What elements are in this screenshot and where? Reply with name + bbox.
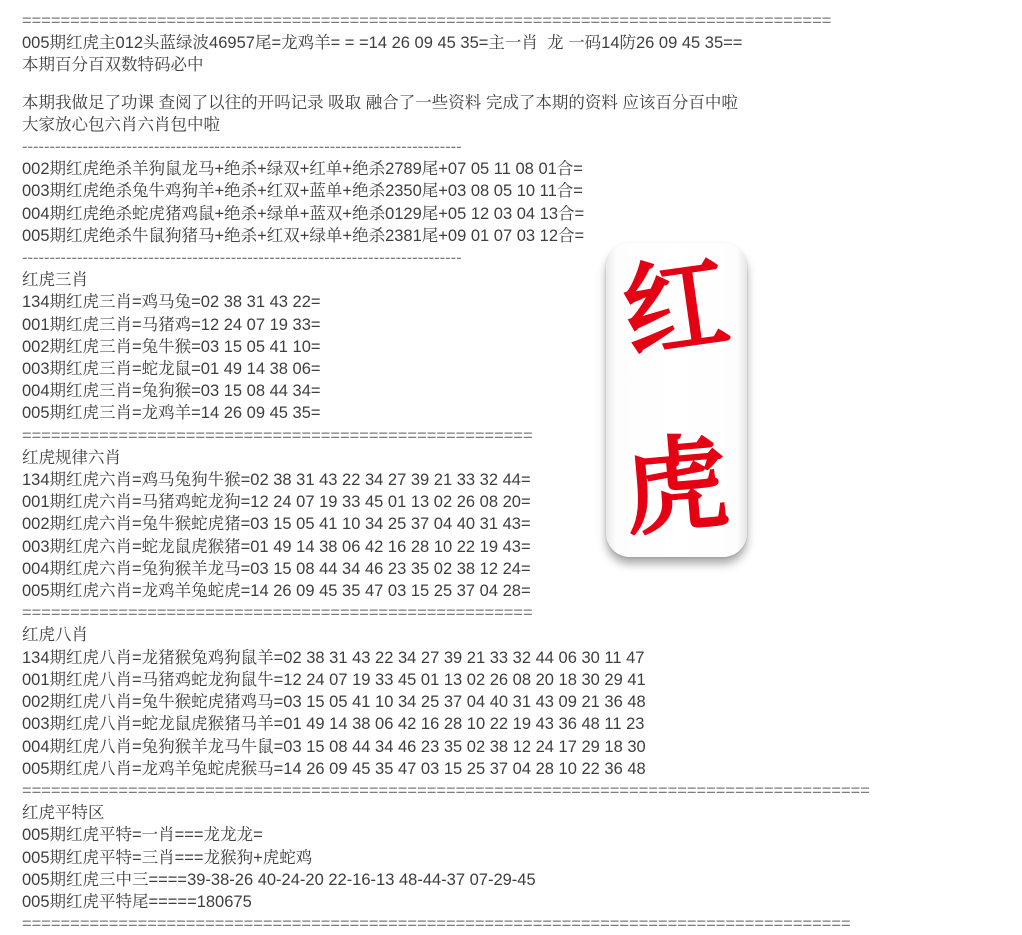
liuxiao-line: 001期红虎六肖=马猪鸡蛇龙狗=12 24 07 19 33 45 01 13 02 26 08 20= — [22, 493, 531, 512]
sanxiao-line: 134期红虎三肖=鸡马兔=02 38 31 43 22= — [22, 293, 321, 312]
separator-bottom: ====================================================================================== — [22, 915, 851, 934]
sanxiao-line: 001期红虎三肖=马猪鸡=12 24 07 19 33= — [22, 315, 321, 334]
separator-eq-wide: ======================================================================================== — [22, 781, 870, 800]
liuxiao-line: 002期红虎六肖=兔牛猴蛇虎猪=03 15 05 41 10 34 25 37 04 40 31 43= — [22, 515, 531, 534]
header-sub-tip-line: 本期百分百双数特码必中 — [22, 56, 204, 75]
liuxiao-line: 005期红虎六肖=龙鸡羊兔蛇虎=14 26 09 45 35 47 03 15 25 37 04 28= — [22, 582, 531, 601]
intro-line-1: 本期我做足了功课 查阅了以往的开吗记录 吸取 融合了一些资料 完成了本期的资料 应该百分百中啦 — [22, 93, 738, 112]
juesha-line: 002期红虎绝杀羊狗鼠龙马+绝杀+绿双+红单+绝杀2789尾+07 05 11 08 01合= — [22, 160, 583, 179]
liuxiao-line: 004期红虎六肖=兔狗猴羊龙马=03 15 08 44 34 46 23 35 02 38 12 24= — [22, 559, 531, 578]
baxiao-line: 001期红虎八肖=马猪鸡蛇龙狗鼠牛=12 24 07 19 33 45 01 13 02 26 08 20 18 30 29 41 — [22, 670, 646, 689]
juesha-line: 003期红虎绝杀兔牛鸡狗羊+绝杀+红双+蓝单+绝杀2350尾+03 08 05 10 11合= — [22, 182, 583, 201]
separator-dashed-2: -------------------------------------------------------------------------------- — [22, 249, 462, 268]
separator-dashed-1: -------------------------------------------------------------------------------- — [22, 138, 462, 157]
header-main-tip-line: 005期红虎主012头蓝绿波46957尾=龙鸡羊= = =14 26 09 45 35=主一肖 龙 一码14防26 09 45 35== — [22, 34, 743, 53]
separator-eq-short-1: ===================================================== — [22, 426, 533, 445]
pingte-line: 005期红虎平特=三肖===龙猴狗+虎蛇鸡 — [22, 848, 313, 867]
baxiao-line: 004期红虎八肖=兔狗猴羊龙马牛鼠=03 15 08 44 34 46 23 35 02 38 12 24 17 29 18 30 — [22, 737, 646, 756]
baxiao-line: 003期红虎八肖=蛇龙鼠虎猴猪马羊=01 49 14 38 06 42 16 28 10 22 19 43 36 48 11 23 — [22, 715, 645, 734]
pingte-section-title: 红虎平特区 — [22, 804, 105, 823]
baxiao-line: 134期红虎八肖=龙猪猴兔鸡狗鼠羊=02 38 31 43 22 34 27 39 21 33 32 44 06 30 11 47 — [22, 648, 645, 667]
badge-char-hong: 红 — [616, 244, 737, 374]
sanxiao-line: 004期红虎三肖=兔狗猴=03 15 08 44 34= — [22, 382, 321, 401]
sanxiao-line: 003期红虎三肖=蛇龙鼠=01 49 14 38 06= — [22, 360, 321, 379]
separator-top: ==================================================================================== — [22, 12, 832, 30]
sanxiao-section-title: 红虎三肖 — [22, 271, 88, 290]
blank-line — [22, 77, 1022, 92]
pingte-line: 005期红虎平特尾=====180675 — [22, 892, 252, 911]
baxiao-line: 005期红虎八肖=龙鸡羊兔蛇虎猴马=14 26 09 45 35 47 03 15 25 37 04 28 10 22 36 48 — [22, 759, 646, 778]
liuxiao-line: 134期红虎六肖=鸡马兔狗牛猴=02 38 31 43 22 34 27 39 21 33 32 44= — [22, 471, 531, 490]
pingte-line: 005期红虎三中三====39-38-26 40-24-20 22-16-13 48-44-37 07-29-45 — [22, 870, 536, 889]
sanxiao-line: 005期红虎三肖=龙鸡羊=14 26 09 45 35= — [22, 404, 321, 423]
separator-eq-short-2: ===================================================== — [22, 604, 533, 623]
baxiao-section-title: 红虎八肖 — [22, 626, 88, 645]
juesha-line: 005期红虎绝杀牛鼠狗猪马+绝杀+红双+绿单+绝杀2381尾+09 01 07 03 12合= — [22, 226, 585, 245]
intro-line-2: 大家放心包六肖六肖包中啦 — [22, 115, 220, 134]
sanxiao-line: 002期红虎三肖=兔牛猴=03 15 05 41 10= — [22, 337, 321, 356]
liuxiao-section-title: 红虎规律六肖 — [22, 448, 121, 467]
juesha-line: 004期红虎绝杀蛇虎猪鸡鼠+绝杀+绿单+蓝双+绝杀0129尾+05 12 03 04 13合= — [22, 204, 585, 223]
red-tiger-badge — [606, 243, 747, 557]
badge-char-hu: 虎 — [619, 424, 734, 550]
baxiao-line: 002期红虎八肖=兔牛猴蛇虎猪鸡马=03 15 05 41 10 34 25 37 04 40 31 43 09 21 36 48 — [22, 693, 646, 712]
liuxiao-line: 003期红虎六肖=蛇龙鼠虎猴猪=01 49 14 38 06 42 16 28 10 22 19 43= — [22, 537, 531, 556]
pingte-line: 005期红虎平特=一肖===龙龙龙= — [22, 826, 263, 845]
